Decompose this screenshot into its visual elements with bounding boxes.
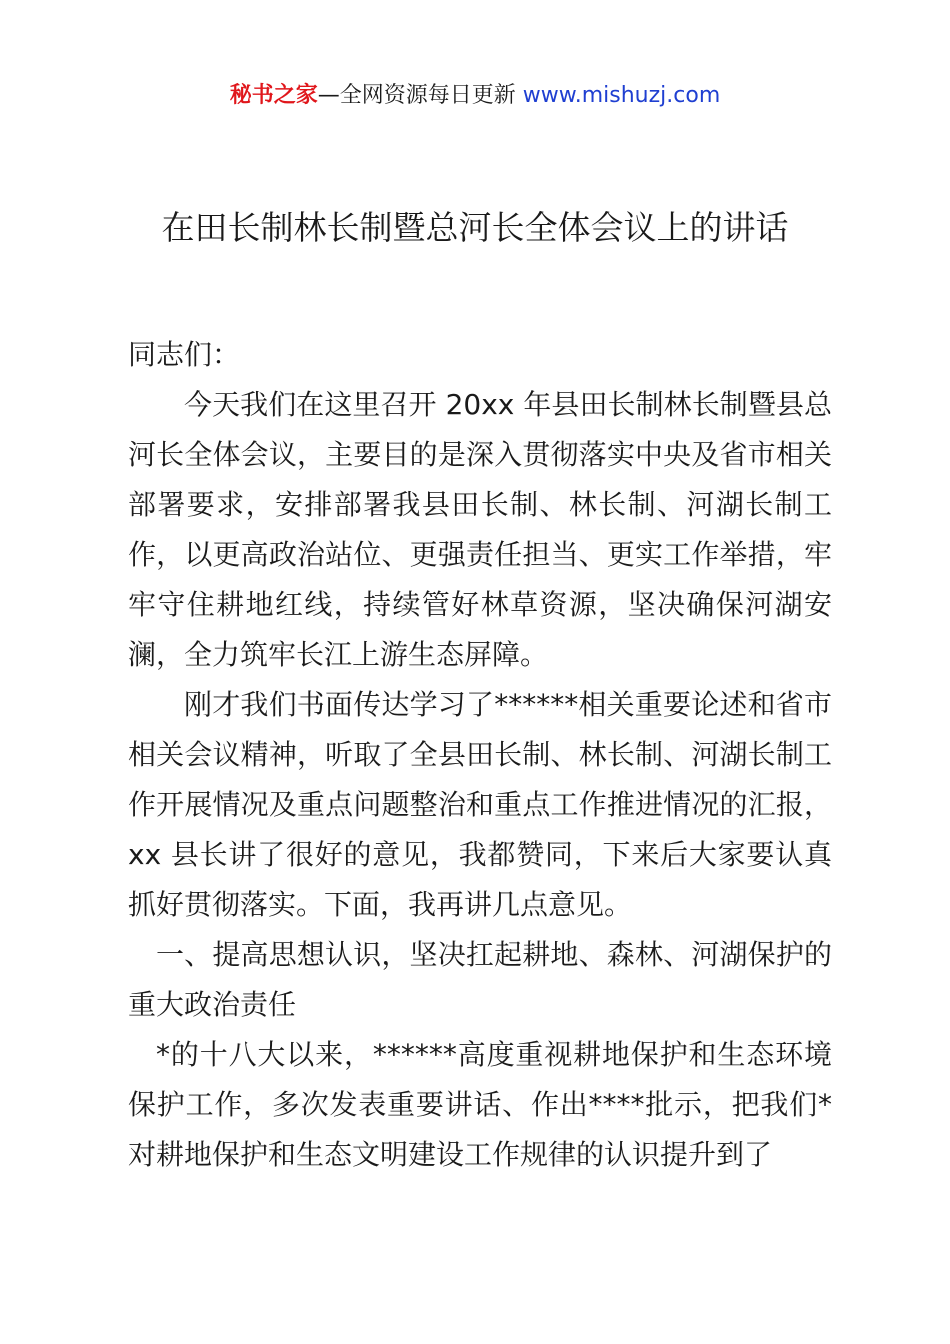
header-slogan: —全网资源每日更新 [317,83,523,108]
salutation: 同志们： [128,338,241,371]
paragraph-summary: 刚才我们书面传达学习了******相关重要论述和省市相关会议精神，听取了全县田长制、林长制、河湖长制工作开展情况及重点问题整治和重点工作推进情况的汇报，xx 县长讲了很好的意见，我都赞同，下来后大家要认真抓好贯彻落实。下面，我再讲几点意见。 [128,688,832,921]
document-body [128,330,832,1180]
site-header [0,80,950,112]
site-url-link[interactable]: www.mishuzj.com [522,83,721,108]
section-heading: 一、提高思想认识，坚决扛起耕地、森林、河湖保护的重大政治责任 [128,938,832,1021]
brand-name: 秘书之家 [229,83,318,108]
section-paragraph: *的十八大以来，******高度重视耕地保护和生态环境保护工作，多次发表重要讲话、作出****批示，把我们*对耕地保护和生态文明建设工作规律的认识提升到了 [128,1038,832,1171]
paragraph-intro: 今天我们在这里召开 20xx 年县田长制林长制暨县总河长全体会议，主要目的是深入贯彻落实中央及省市相关部署要求，安排部署我县田长制、林长制、河湖长制工作，以更高政治站位、更强责任担当、更实工作举措，牢牢守住耕地红线，持续管好林草资源，坚决确保河湖安澜，全力筑牢长江上游生态屏障。 [128,388,832,671]
document-title: 在田长制林长制暨总河长全体会议上的讲话 [161,208,789,247]
